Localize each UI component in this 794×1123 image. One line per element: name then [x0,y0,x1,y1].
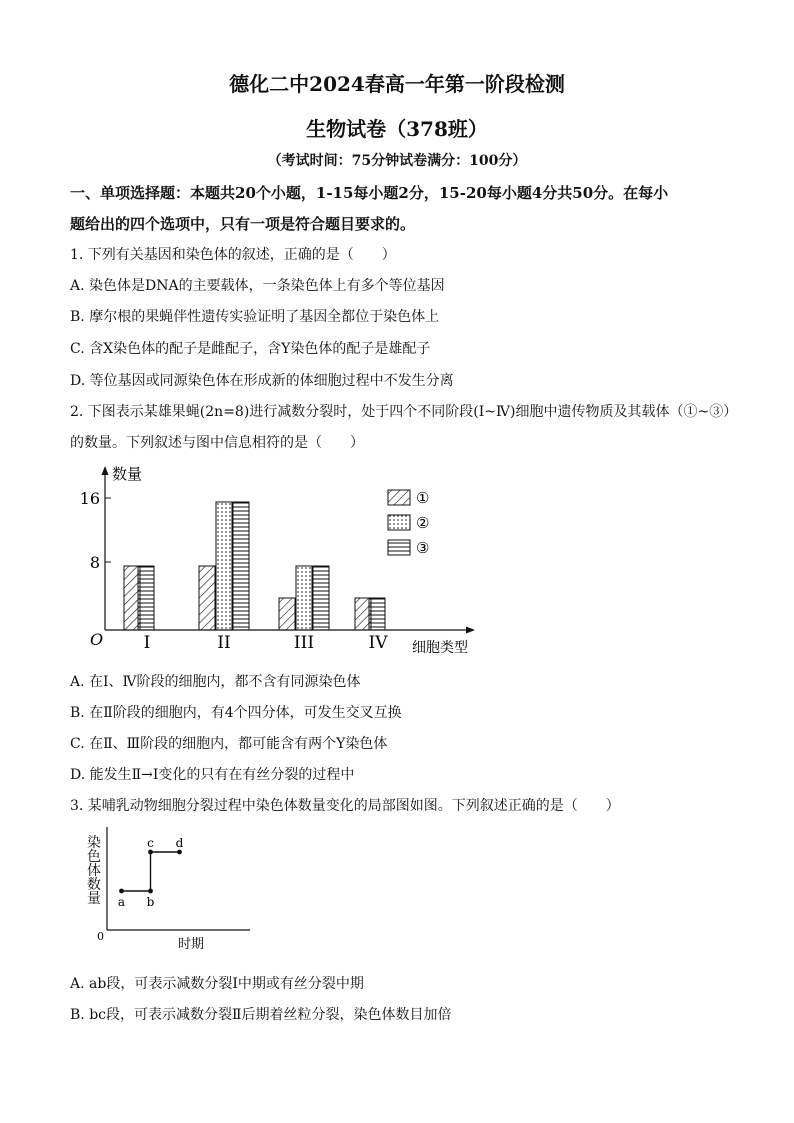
legend-label-2: ② [416,514,430,532]
x-axis-label: 细胞类型 [412,640,468,656]
q1-option-b: B. 摩尔根的果蝇伴性遗传实验证明了基因全都位于染色体上 [70,309,440,325]
bar-iii-series-2 [296,566,312,630]
bar-iii-series-3 [313,566,329,630]
point-label-c: c [147,836,154,850]
y-axis-arrow-icon [102,466,109,475]
q2-option-a: A. 在Ⅰ、Ⅳ阶段的细胞内，都不含有同源染色体 [70,674,361,690]
bar-ii-series-1 [199,566,215,630]
line-chart-y-label: 染色体数量 [87,835,101,907]
line-chart [90,822,260,952]
y-axis-label: 数量 [112,465,143,483]
point-label-a: a [117,895,126,909]
section-heading-line1: 一、单项选择题：本题共20个小题，1-15每小题2分，15-20每小题4分共50分。在每小 [70,184,669,202]
q1-option-a: A. 染色体是DNA的主要载体，一条染色体上有多个等位基因 [70,278,445,294]
point-label-d: d [175,836,184,850]
legend-swatch-3 [388,540,410,555]
bar-iii-series-1 [279,598,295,630]
x-axis-arrow-icon [466,627,475,634]
q1-stem: 1. 下列有关基因和染色体的叙述，正确的是（ ） [70,247,396,263]
y-tick-label-8: 8 [89,553,100,572]
legend-swatch-2 [388,515,410,530]
origin-label: O [90,630,104,649]
x-tick-label-iii: III [293,633,315,653]
bar-ii-series-2 [216,502,232,630]
point-b [148,889,153,894]
point-d [177,850,182,855]
q3-stem: 3. 某哺乳动物细胞分裂过程中染色体数量变化的局部图如图。下列叙述正确的是（ ） [70,798,620,814]
y-tick-label-16: 16 [80,489,100,508]
legend [388,489,429,557]
legend-label-3: ③ [416,539,430,557]
point-label-b: b [146,895,155,909]
section-heading-line2: 题给出的四个选项中，只有一项是符合题目要求的。 [70,215,416,233]
q2-option-b: B. 在Ⅱ阶段的细胞内，有4个四分体，可发生交叉互换 [70,705,402,721]
q2-stem-line2: 的数量。下列叙述与图中信息相符的是（ ） [70,435,364,451]
bar-chart [80,462,500,662]
q1-option-d: D. 等位基因或同源染色体在形成新的体细胞过程中不发生分离 [70,373,454,389]
page-subtitle: 生物试卷（378班） [306,117,488,141]
step-line [122,852,180,891]
origin-label: 0 [97,930,104,943]
x-tick-label-i: I [143,633,151,653]
legend-label-1: ① [416,489,430,507]
q2-option-c: C. 在Ⅱ、Ⅲ阶段的细胞内，都可能含有两个Y染色体 [70,736,388,752]
x-tick-label-ii: II [217,633,231,653]
point-c [148,850,153,855]
bar-ii-series-3 [233,502,249,630]
q1-option-c: C. 含X染色体的配子是雌配子，含Y染色体的配子是雄配子 [70,341,431,357]
q3-option-a: A. ab段，可表示减数分裂Ⅰ中期或有丝分裂中期 [70,976,364,992]
page-title: 德化二中2024春高一年第一阶段检测 [229,72,565,96]
bar-iv-series-3 [369,598,385,630]
bar-i-series-3 [138,566,154,630]
q2-option-d: D. 能发生Ⅱ→Ⅰ变化的只有在有丝分裂的过程中 [70,767,355,783]
exam-info: （考试时间：75分钟试卷满分：100分） [267,153,527,169]
x-axis-label: 时期 [178,937,205,952]
point-a [119,889,124,894]
q2-stem-line1: 2. 下图表示某雄果蝇(2n=8)进行减数分裂时，处于四个不同阶段(I~Ⅳ)细胞中遗传物质及其载体（①~③） [70,404,738,420]
legend-swatch-1 [388,490,410,505]
q3-option-b: B. bc段，可表示减数分裂Ⅱ后期着丝粒分裂，染色体数目加倍 [70,1007,452,1023]
x-tick-label-iv: IV [368,633,388,653]
